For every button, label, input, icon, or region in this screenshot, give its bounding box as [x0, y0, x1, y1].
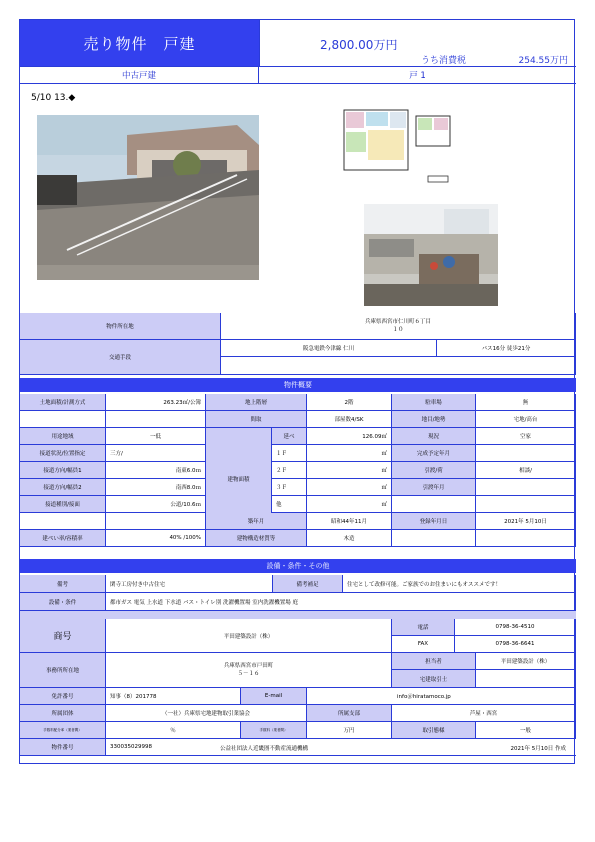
location-address: 兵庫県西宮市仁川町６丁目 １０	[221, 313, 576, 340]
location-label: 物件所在地	[20, 313, 221, 340]
transport-label: 交通手段	[20, 340, 221, 375]
transport-row	[20, 340, 576, 375]
unit-count: 戸 1	[409, 71, 426, 81]
tax-label: うち消費税	[421, 56, 467, 66]
price-box	[259, 20, 576, 66]
location-row	[20, 313, 576, 340]
floor-plan	[338, 102, 458, 187]
interior-photo	[364, 204, 498, 306]
overview-title: 物件概要	[20, 378, 576, 392]
transport-line: 阪急電鉄今津線 仁川	[221, 340, 437, 357]
price: 2,800.00万円	[320, 38, 398, 52]
photo-note: 5/10 13.◆	[31, 93, 76, 103]
sheet-title: 売り物件 戸建	[20, 20, 259, 66]
property-sheet: 売り物件 戸建 2,800.00万円 うち消費税 254.55万円 中古戸建 戸 1 5/10 13.◆ 物件所在地 兵庫県西宮市仁川町６丁目 １０ 交通手段 阪急電鉄今津線 仁川 バス16分 徒歩21分 物件概要 土地面積/計測方式 263.23㎡/公簿 地上階層 2階 駐車場 無 間取 部屋数4/SK 地目/地勢 宅地/高台 建物面積 用途地域 一低 延べ 126.09㎡ 現況 空家 接道状況/位置指定 三方/ １Ｆ ㎡ 完成予定年月 接道方向/幅員1 南東6.0ｍ ２Ｆ ㎡ 引渡/荷 相談/ 接道方向/幅員2 南西8.0ｍ ３Ｆ ㎡ 引渡年月 接道種別/接面 公道/10.6ｍ 他 ㎡ 築年月 昭和44年11月 登録年月日 2021年 5月10日 建ぺい率/容積率 40% /100% 建物構造材質等 木造 設備・条件・その他 備考 閑寺工房付き中古住宅 備考補足 住宅として改修可能。ご家族でのお住まいにもオススメです！ 設備・条件 都市ガス 電気 上水道 下水道 バス・トイレ別 洗濯機置場 室内洗濯機置場 庭 商号 平田建築設計（株） 電話 0798-36-4510 FAX 0798-36-6641 事務所所在地 兵庫県西宮市戸田町 ５－１６ 担当者 平田建築設計（株） 宅建取引士 免許番号 知事（8）201778 E-mail info＠hiratamoco.jp 所属団体 （一社）兵庫県宅地建物取引業協会 所属支部 芦屋・西宮 手数料配分率（業者間） ％ 手数料（業者間） 万円 取引態様 一般 物件番号 330035029998 公益社団法人近畿圏不動産流通機構 2021年 5月10日 作成	[19, 19, 575, 764]
transport-bus: バス16分 徒歩21分	[437, 340, 576, 357]
tax-value: 254.55万円	[518, 56, 568, 66]
exterior-photo	[37, 115, 259, 280]
facility-title: 設備・条件・その他	[20, 559, 576, 573]
property-type: 中古戸建	[20, 67, 259, 83]
